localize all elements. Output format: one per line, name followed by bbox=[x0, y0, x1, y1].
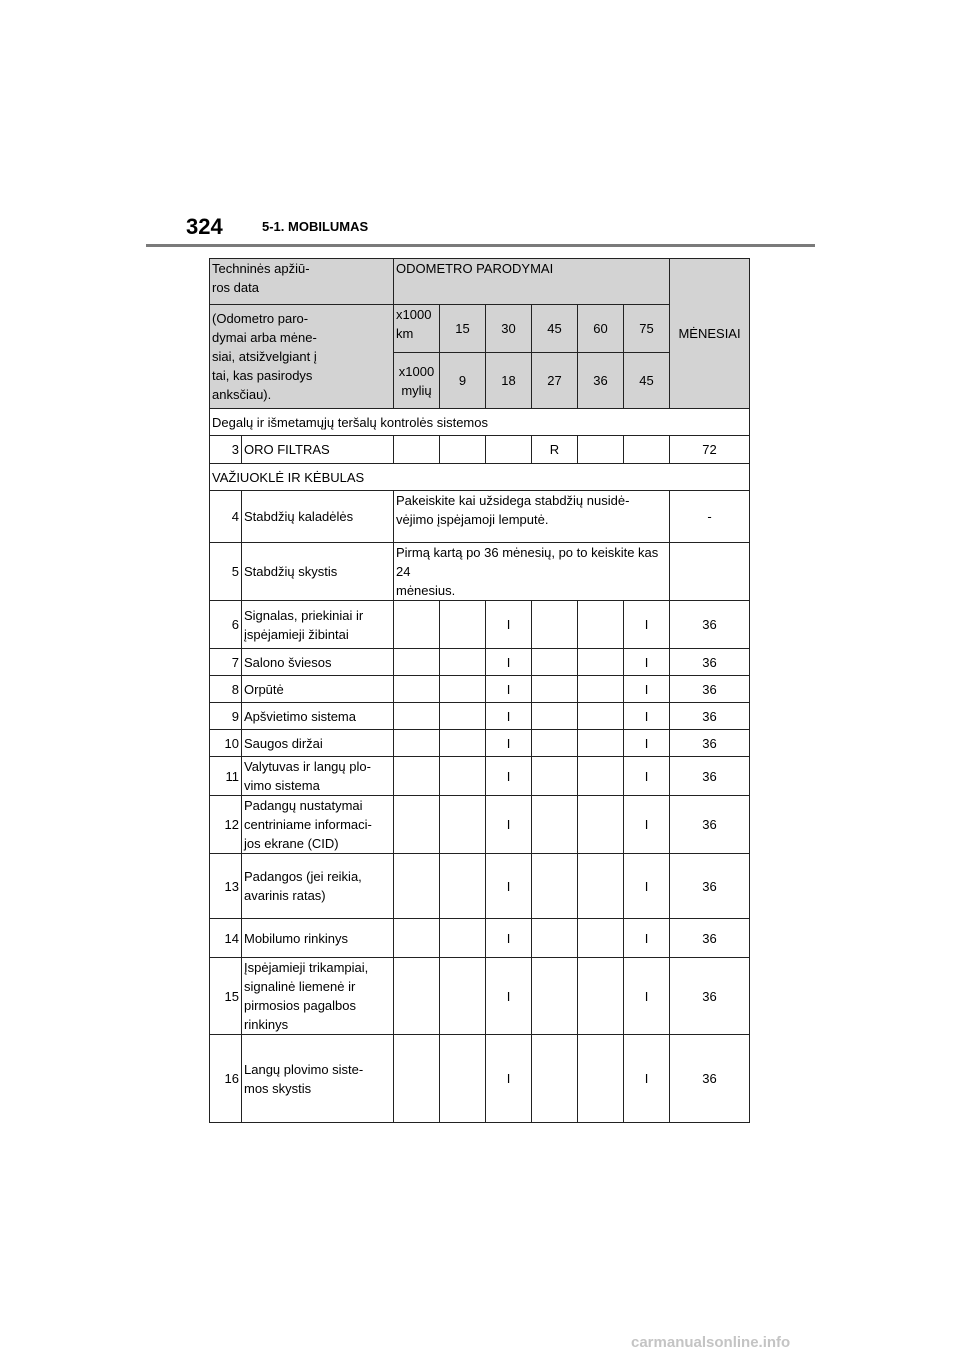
row-item: Apšvietimo sistema bbox=[242, 703, 394, 730]
row-mark bbox=[532, 958, 578, 1035]
row-number: 14 bbox=[210, 919, 242, 958]
km-label: x1000 km bbox=[394, 305, 440, 353]
km-value: 45 bbox=[532, 305, 578, 353]
row-mark bbox=[440, 676, 486, 703]
row-mark: I bbox=[486, 703, 532, 730]
table-row bbox=[210, 676, 750, 703]
row-mark bbox=[578, 1035, 624, 1123]
row-item: Stabdžių kaladėlės bbox=[242, 491, 394, 543]
row-months: 36 bbox=[670, 703, 750, 730]
row-mark bbox=[440, 854, 486, 919]
table-row bbox=[210, 703, 750, 730]
table-row bbox=[210, 543, 750, 601]
row-mark bbox=[394, 958, 440, 1035]
row-mark bbox=[394, 1035, 440, 1123]
row-mark bbox=[578, 703, 624, 730]
row-mark: I bbox=[624, 703, 670, 730]
row-number: 11 bbox=[210, 757, 242, 796]
row-mark: I bbox=[624, 919, 670, 958]
row-mark bbox=[394, 919, 440, 958]
maintenance-schedule-table bbox=[209, 258, 750, 1123]
row-mark bbox=[440, 958, 486, 1035]
row-item: Saugos diržai bbox=[242, 730, 394, 757]
row-item: Įspėjamieji trikampiai, signalinė liemenė ir pirmosios pagalbos rinkinys bbox=[242, 958, 394, 1035]
row-number: 7 bbox=[210, 649, 242, 676]
row-mark bbox=[532, 649, 578, 676]
row-item: Stabdžių skystis bbox=[242, 543, 394, 601]
table-row bbox=[210, 796, 750, 854]
row-months bbox=[670, 543, 750, 601]
row-number: 4 bbox=[210, 491, 242, 543]
row-mark bbox=[532, 796, 578, 854]
row-mark: I bbox=[486, 958, 532, 1035]
row-months: 36 bbox=[670, 757, 750, 796]
row-months: 36 bbox=[670, 796, 750, 854]
row-number: 5 bbox=[210, 543, 242, 601]
row-months: 36 bbox=[670, 649, 750, 676]
row-number: 6 bbox=[210, 601, 242, 649]
row-mark bbox=[440, 757, 486, 796]
row-months: 36 bbox=[670, 919, 750, 958]
row-mark: I bbox=[486, 796, 532, 854]
row-mark: I bbox=[486, 854, 532, 919]
row-mark: I bbox=[624, 676, 670, 703]
row-mark: I bbox=[624, 1035, 670, 1123]
row-mark bbox=[578, 676, 624, 703]
miles-value: 27 bbox=[532, 353, 578, 409]
km-value: 60 bbox=[578, 305, 624, 353]
row-number: 16 bbox=[210, 1035, 242, 1123]
table-row bbox=[210, 1035, 750, 1123]
row-mark bbox=[532, 919, 578, 958]
table-header-row bbox=[210, 259, 750, 305]
row-item: Orpūtė bbox=[242, 676, 394, 703]
row-mark bbox=[532, 730, 578, 757]
row-item: Padangos (jei reikia, avarinis ratas) bbox=[242, 854, 394, 919]
row-item: Signalas, priekiniai ir įspėjamieji žibintai bbox=[242, 601, 394, 649]
row-months: 72 bbox=[670, 436, 750, 464]
table-row bbox=[210, 601, 750, 649]
row-mark bbox=[532, 601, 578, 649]
row-months: - bbox=[670, 491, 750, 543]
row-instruction: Pirmą kartą po 36 mėnesių, po to keiskite kas 24 mėnesius. bbox=[394, 543, 670, 601]
table-row bbox=[210, 436, 750, 464]
header-inspection-date: Techninės apžiū- ros data bbox=[210, 259, 394, 305]
section-row bbox=[210, 409, 750, 436]
row-mark bbox=[578, 436, 624, 464]
row-mark bbox=[394, 757, 440, 796]
section-row bbox=[210, 464, 750, 491]
table-row bbox=[210, 919, 750, 958]
row-number: 15 bbox=[210, 958, 242, 1035]
row-months: 36 bbox=[670, 1035, 750, 1123]
row-mark bbox=[532, 676, 578, 703]
table-km-row bbox=[210, 305, 750, 353]
row-mark: I bbox=[486, 757, 532, 796]
section-emissions: Degalų ir išmetamųjų teršalų kontrolės sistemos bbox=[210, 409, 750, 436]
row-mark bbox=[486, 436, 532, 464]
table-row bbox=[210, 854, 750, 919]
row-mark: I bbox=[486, 601, 532, 649]
header-note: (Odometro paro- dymai arba mėne- siai, atsižvelgiant į tai, kas pasirodys anksčiau). bbox=[210, 305, 394, 409]
row-mark: I bbox=[624, 730, 670, 757]
row-mark: I bbox=[486, 649, 532, 676]
row-mark bbox=[440, 703, 486, 730]
row-mark bbox=[624, 436, 670, 464]
row-mark bbox=[578, 854, 624, 919]
row-months: 36 bbox=[670, 958, 750, 1035]
km-value: 30 bbox=[486, 305, 532, 353]
row-mark bbox=[578, 601, 624, 649]
row-mark: I bbox=[624, 958, 670, 1035]
row-mark bbox=[440, 601, 486, 649]
row-item: Padangų nustatymai centriniame informaci- jos ekrane (CID) bbox=[242, 796, 394, 854]
row-number: 13 bbox=[210, 854, 242, 919]
row-number: 8 bbox=[210, 676, 242, 703]
row-mark bbox=[440, 436, 486, 464]
section-chassis: VAŽIUOKLĖ IR KĖBULAS bbox=[210, 464, 750, 491]
watermark: carmanualsonline.info bbox=[631, 1334, 791, 1351]
row-item: Langų plovimo siste- mos skystis bbox=[242, 1035, 394, 1123]
table-row bbox=[210, 649, 750, 676]
row-mark bbox=[578, 919, 624, 958]
row-mark bbox=[394, 730, 440, 757]
header-rule bbox=[146, 244, 815, 247]
table-row bbox=[210, 757, 750, 796]
row-months: 36 bbox=[670, 676, 750, 703]
row-mark bbox=[394, 649, 440, 676]
miles-label: x1000 mylių bbox=[394, 353, 440, 409]
miles-value: 36 bbox=[578, 353, 624, 409]
row-mark: I bbox=[624, 854, 670, 919]
row-mark bbox=[578, 796, 624, 854]
section-title: 5-1. MOBILUMAS bbox=[262, 219, 369, 234]
row-item: ORO FILTRAS bbox=[242, 436, 394, 464]
row-item: Valytuvas ir langų plo- vimo sistema bbox=[242, 757, 394, 796]
row-mark: I bbox=[486, 676, 532, 703]
miles-value: 45 bbox=[624, 353, 670, 409]
row-months: 36 bbox=[670, 730, 750, 757]
row-mark: I bbox=[624, 757, 670, 796]
miles-value: 18 bbox=[486, 353, 532, 409]
row-mark bbox=[394, 703, 440, 730]
row-mark bbox=[440, 730, 486, 757]
row-instruction: Pakeiskite kai užsidega stabdžių nusidė- vėjimo įspėjamoji lemputė. bbox=[394, 491, 670, 543]
km-value: 15 bbox=[440, 305, 486, 353]
row-mark bbox=[578, 757, 624, 796]
row-months: 36 bbox=[670, 854, 750, 919]
row-mark bbox=[440, 796, 486, 854]
row-mark bbox=[440, 649, 486, 676]
row-mark bbox=[394, 436, 440, 464]
km-value: 75 bbox=[624, 305, 670, 353]
page-header bbox=[0, 0, 960, 250]
row-number: 12 bbox=[210, 796, 242, 854]
row-mark: I bbox=[486, 730, 532, 757]
row-mark bbox=[578, 649, 624, 676]
row-item: Salono šviesos bbox=[242, 649, 394, 676]
row-mark bbox=[578, 958, 624, 1035]
header-odometer: ODOMETRO PARODYMAI bbox=[394, 259, 670, 305]
row-mark: I bbox=[486, 919, 532, 958]
table-row bbox=[210, 491, 750, 543]
row-mark: I bbox=[624, 649, 670, 676]
row-number: 9 bbox=[210, 703, 242, 730]
row-mark bbox=[394, 601, 440, 649]
row-item: Mobilumo rinkinys bbox=[242, 919, 394, 958]
row-mark bbox=[440, 1035, 486, 1123]
table-row bbox=[210, 730, 750, 757]
row-mark bbox=[578, 730, 624, 757]
row-number: 3 bbox=[210, 436, 242, 464]
row-mark: R bbox=[532, 436, 578, 464]
row-mark bbox=[440, 919, 486, 958]
row-mark bbox=[532, 1035, 578, 1123]
row-mark bbox=[394, 796, 440, 854]
row-mark: I bbox=[624, 796, 670, 854]
row-mark bbox=[394, 676, 440, 703]
miles-value: 9 bbox=[440, 353, 486, 409]
table-row bbox=[210, 958, 750, 1035]
row-number: 10 bbox=[210, 730, 242, 757]
row-mark bbox=[532, 703, 578, 730]
row-months: 36 bbox=[670, 601, 750, 649]
row-mark bbox=[394, 854, 440, 919]
row-mark bbox=[532, 757, 578, 796]
row-mark: I bbox=[624, 601, 670, 649]
page-number: 324 bbox=[186, 214, 223, 239]
row-mark bbox=[532, 854, 578, 919]
header-months: MĖNESIAI bbox=[670, 259, 750, 409]
row-mark: I bbox=[486, 1035, 532, 1123]
